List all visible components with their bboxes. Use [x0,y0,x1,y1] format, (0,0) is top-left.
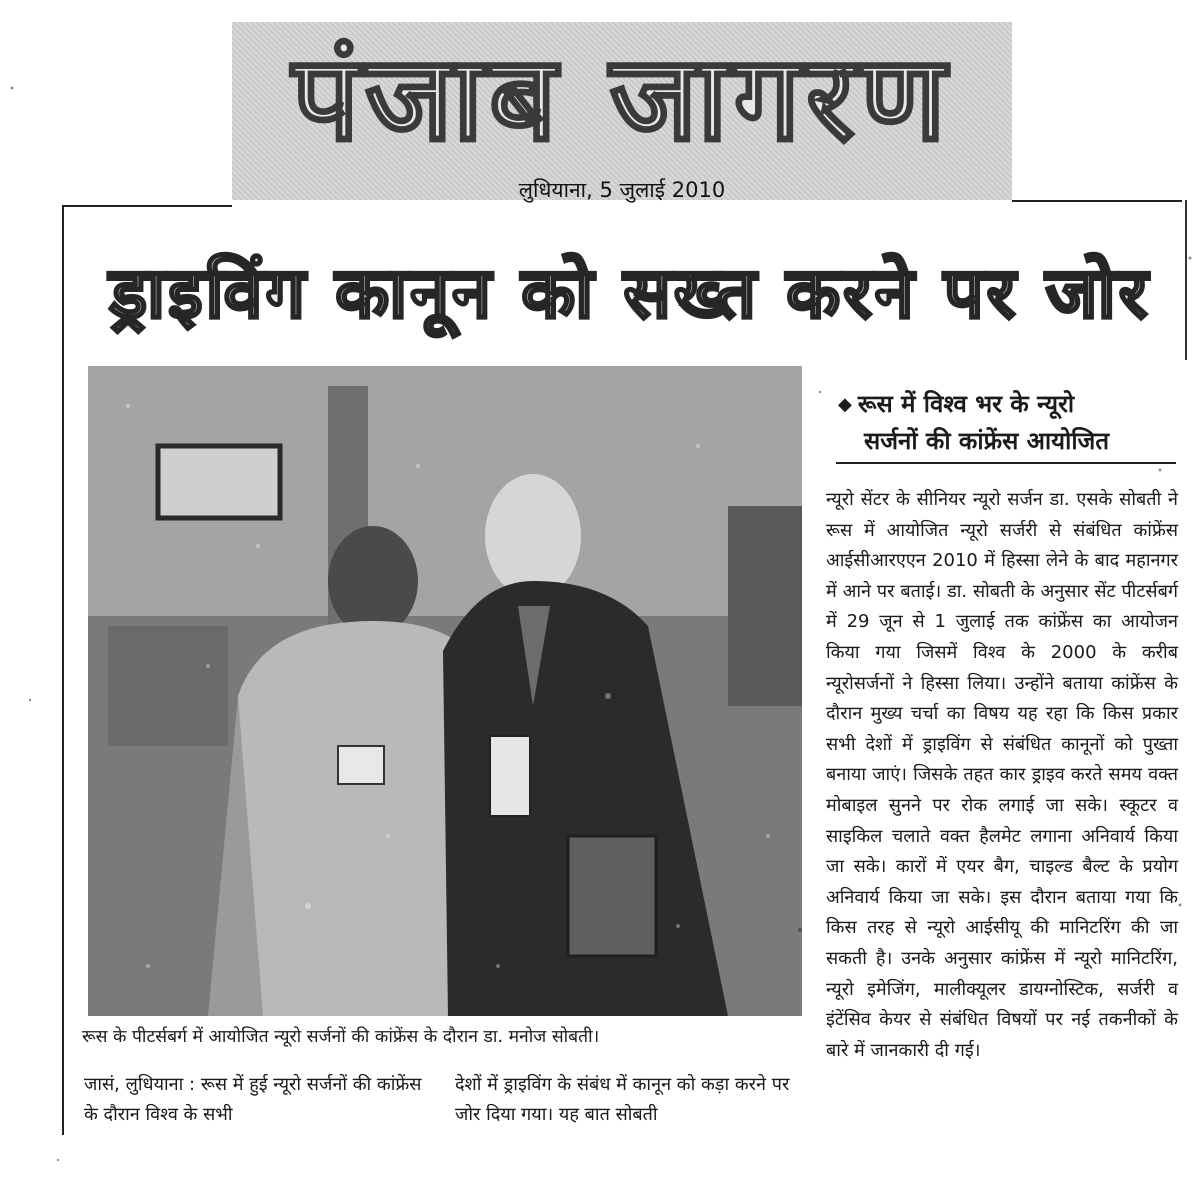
column-rule-right [1185,200,1187,360]
body-column-1: जासं, लुधियाना : रूस में हुई न्यूरो सर्जनों की कांफ्रेंस के दौरान विश्व के सभी [84,1074,422,1125]
body-column-2: देशों में ड्राइविंग के संबंध में कानून को कड़ा करने पर जोर दिया गया। यह बात सोबती [455,1074,790,1125]
subhead-line-2: सर्जनों की कांफ्रेंस आयोजित [864,427,1110,455]
body-column-right: न्यूरो सेंटर के सीनियर न्यूरो सर्जन डा. एसके सोबती ने रूस में आयोजित न्यूरो सर्जरी से संबंधित कांफ्रेंस आईसीआरएएन 2010 में हिस्सा लेने के बाद महानगर में आने पर बताई। डा. सोबती के अनुसार सेंट पीटर्सबर्ग में 29 जून से 1 जुलाई तक कांफ्रेंस का आयोजन किया गया जिसमें विश्व के 2000 के करीब न्यूरोसर्जनों ने हिस्सा लिया। उन्होंने बताया कांफ्रेंस के दौरान मुख्य चर्चा का विषय यह रहा कि किस प्रकार सभी देशों में ड्राइविंग से संबंधित कानूनों को पुख्ता बनाया जाएं। जिसके तहत कार ड्राइव करते समय वक्त मोबाइल सुनने पर रोक लगाई जा सके। स्कूटर व साइकिल चलाते वक्त हैलमेट लगाना अनिवार्य किया जा सके। कारों में एयर बैग, चाइल्ड बैल्ट के प्रयोग अनिवार्य किया जा सके। इस दौरान बताया गया कि किस तरह से न्यूरो आईसीयू की मानिटरिंग की जा सकती है। उनके अनुसार कांफ्रेंस में न्यूरो मानिटरिंग, न्यूरो इमेजिंग, मालीक्यूलर डायग्नोस्टिक, सर्जरी व इंटेंसिव केयर से संबंधित विषयों पर नई तकनीकों के बारे में जानकारी दी गई। [826,489,1178,1061]
masthead [232,22,1012,200]
photo-image [88,366,802,1016]
article-headline: ड्राइविंग कानून को सख्त करने पर जोर [109,252,1151,334]
subhead-rule [836,462,1176,464]
top-rule-right [1012,200,1182,202]
photo-caption: रूस के पीटर्सबर्ग में आयोजित न्यूरो सर्जनों की कांफ्रेंस के दौरान डा. मनोज सोबती। [82,1027,600,1047]
newspaper-title: पंजाब जागरण [292,29,952,167]
subhead-line-1: रूस में विश्व भर के न्यूरो [857,390,1075,418]
diamond-bullet-icon: ◆ [838,394,852,415]
dateline: लुधियाना, 5 जुलाई 2010 [518,178,726,202]
top-rule-left [62,205,232,207]
column-rule-left [62,205,64,1135]
article-subhead [838,386,1178,459]
article-photo [88,366,802,1016]
